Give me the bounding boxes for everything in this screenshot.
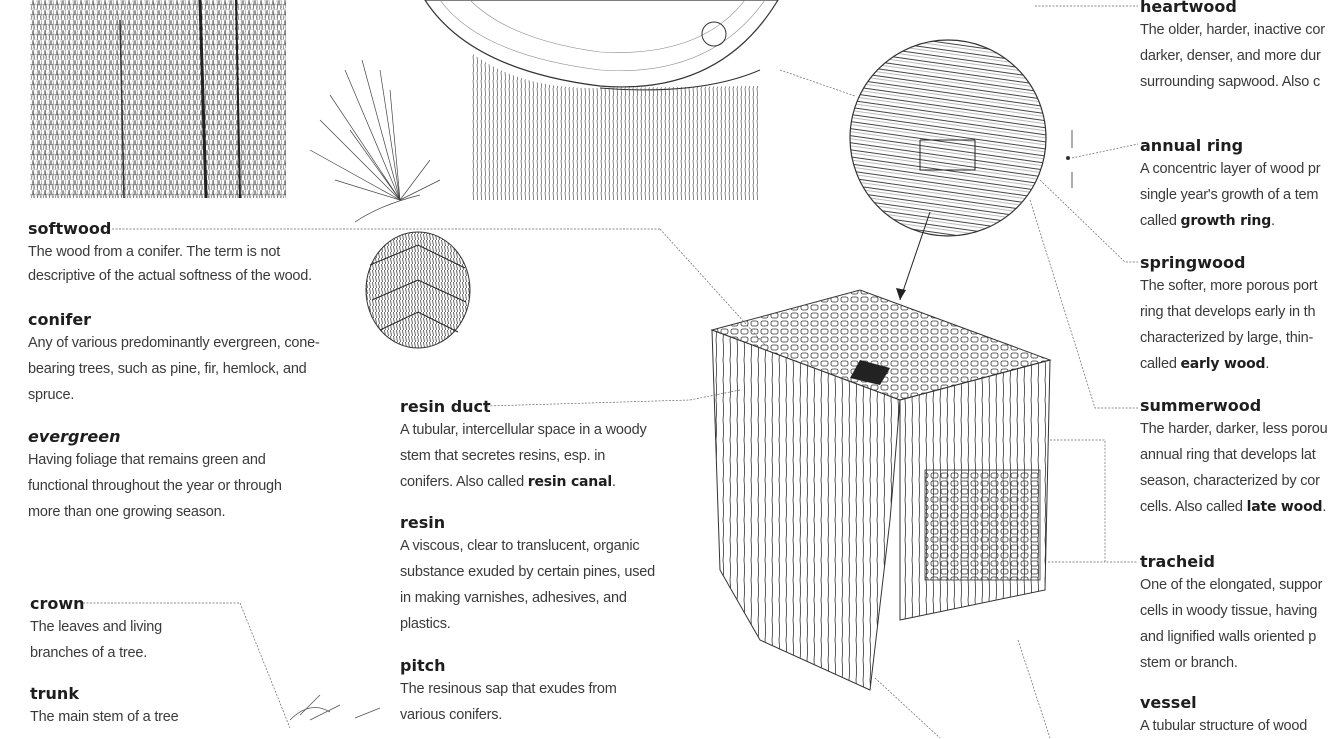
def-pitch-line1: The resinous sap that exudes from [400,681,617,697]
def-resin-duct-line1: A tubular, intercellular space in a woody [400,422,647,438]
entry-vessel [1140,693,1334,739]
def-conifer-line1: Any of various predominantly evergreen, cone- [28,335,320,351]
term-crown: crown [30,594,85,613]
def-resin-line3: in making varnishes, adhesives, and [400,590,627,606]
term-springwood: springwood [1140,253,1246,272]
entry-trunk [30,684,179,730]
def-resin-duct-pre: conifers. Also called [400,474,528,490]
def-softwood-line1: The wood from a conifer. The term is not [28,244,281,260]
def-annual-ring-line1: A concentric layer of wood pr [1140,161,1321,177]
pine-branch-sketch [310,60,440,222]
def-annual-ring-pre: called [1140,213,1181,229]
growth-ring-magnifier [850,40,1072,300]
entry-pitch [400,656,617,728]
def-annual-ring-bold: growth ring [1180,213,1272,229]
def-conifer-line2: bearing trees, such as pine, fir, hemlock, and [28,361,307,377]
term-resin: resin [400,513,446,532]
def-annual-ring-line2: single year's growth of a tem [1140,187,1319,203]
term-conifer: conifer [28,310,92,329]
sapling-sketch [290,695,380,720]
entry-heartwood [1140,0,1334,95]
def-trunk-line1: The main stem of a tree [30,709,179,725]
pine-cone-sketch [366,232,470,348]
def-resin-line2: substance exuded by certain pines, used [400,564,655,580]
def-crown-line1: The leaves and living [30,619,163,635]
def-annual-ring-post: . [1271,213,1275,229]
def-tracheid-line4: stem or branch. [1140,655,1238,671]
def-springwood-line3: characterized by large, thin- [1140,330,1314,346]
def-vessel-line1: A tubular structure of wood [1140,718,1308,734]
term-pitch: pitch [400,656,446,675]
term-heartwood: heartwood [1140,0,1237,16]
entry-resin-duct [400,397,647,495]
def-annual-ring-line3 [1140,208,1334,234]
def-evergreen-line1: Having foliage that remains green and [28,452,266,468]
def-resin-duct-post: . [611,474,616,490]
entry-softwood [28,219,312,289]
def-springwood-line4 [1140,351,1334,377]
term-summerwood: summerwood [1140,396,1262,415]
term-trunk: trunk [30,684,79,703]
def-resin-duct-bold: resin canal [527,474,612,490]
entry-crown [30,594,162,666]
entry-resin [400,513,655,637]
def-springwood-line1: The softer, more porous port [1140,278,1318,294]
term-evergreen: evergreen [28,427,121,446]
entry-conifer [28,310,320,408]
def-springwood-pre: called [1140,356,1181,372]
entry-springwood [1140,253,1334,377]
term-resin-duct: resin duct [400,397,491,416]
def-springwood-post: . [1265,356,1270,372]
def-heartwood-line1: The older, harder, inactive cor [1140,22,1325,38]
def-summerwood-line4 [1140,494,1334,520]
def-summerwood-line3: season, characterized by cor [1140,473,1320,489]
def-resin-line1: A viscous, clear to translucent, organic [400,538,640,554]
def-summerwood-pre: cells. Also called [1140,499,1247,515]
entry-evergreen [28,427,282,525]
def-softwood-line2: descriptive of the actual softness of the wood. [28,268,312,284]
def-pitch-line2: various conifers. [400,707,503,723]
def-resin-duct-line2: stem that secretes resins, esp. in [400,448,606,464]
term-vessel: vessel [1140,693,1197,712]
term-softwood: softwood [28,219,112,238]
def-summerwood-bold: late wood [1246,499,1323,515]
def-tracheid-line1: One of the elongated, suppor [1140,577,1323,593]
def-heartwood-line3: surrounding sapwood. Also c [1140,74,1320,90]
def-heartwood-line2: darker, denser, and more dur [1140,48,1321,64]
def-summerwood-post: . [1322,499,1327,515]
def-evergreen-line2: functional throughout the year or through [28,478,282,494]
def-summerwood-line1: The harder, darker, less porou [1140,421,1328,437]
def-crown-line2: branches of a tree. [30,645,148,661]
term-tracheid: tracheid [1140,552,1215,571]
def-resin-line4: plastics. [400,616,451,632]
def-springwood-line2: ring that develops early in th [1140,304,1316,320]
def-tracheid-line2: cells in woody tissue, having [1140,603,1318,619]
term-annual-ring: annual ring [1140,136,1244,155]
entry-summerwood [1140,396,1334,520]
entry-tracheid [1140,552,1334,676]
forest-sketch [30,0,286,198]
def-resin-duct-line3 [400,469,647,495]
def-springwood-bold: early wood [1180,356,1266,372]
def-evergreen-line3: more than one growing season. [28,504,226,520]
def-tracheid-line3: and lignified walls oriented p [1140,629,1317,645]
log-sketch [425,0,778,200]
entry-annual-ring [1140,136,1334,234]
def-conifer-line3: spruce. [28,387,75,403]
def-summerwood-line2: annual ring that develops lat [1140,447,1316,463]
wood-block-sketch [712,290,1050,690]
